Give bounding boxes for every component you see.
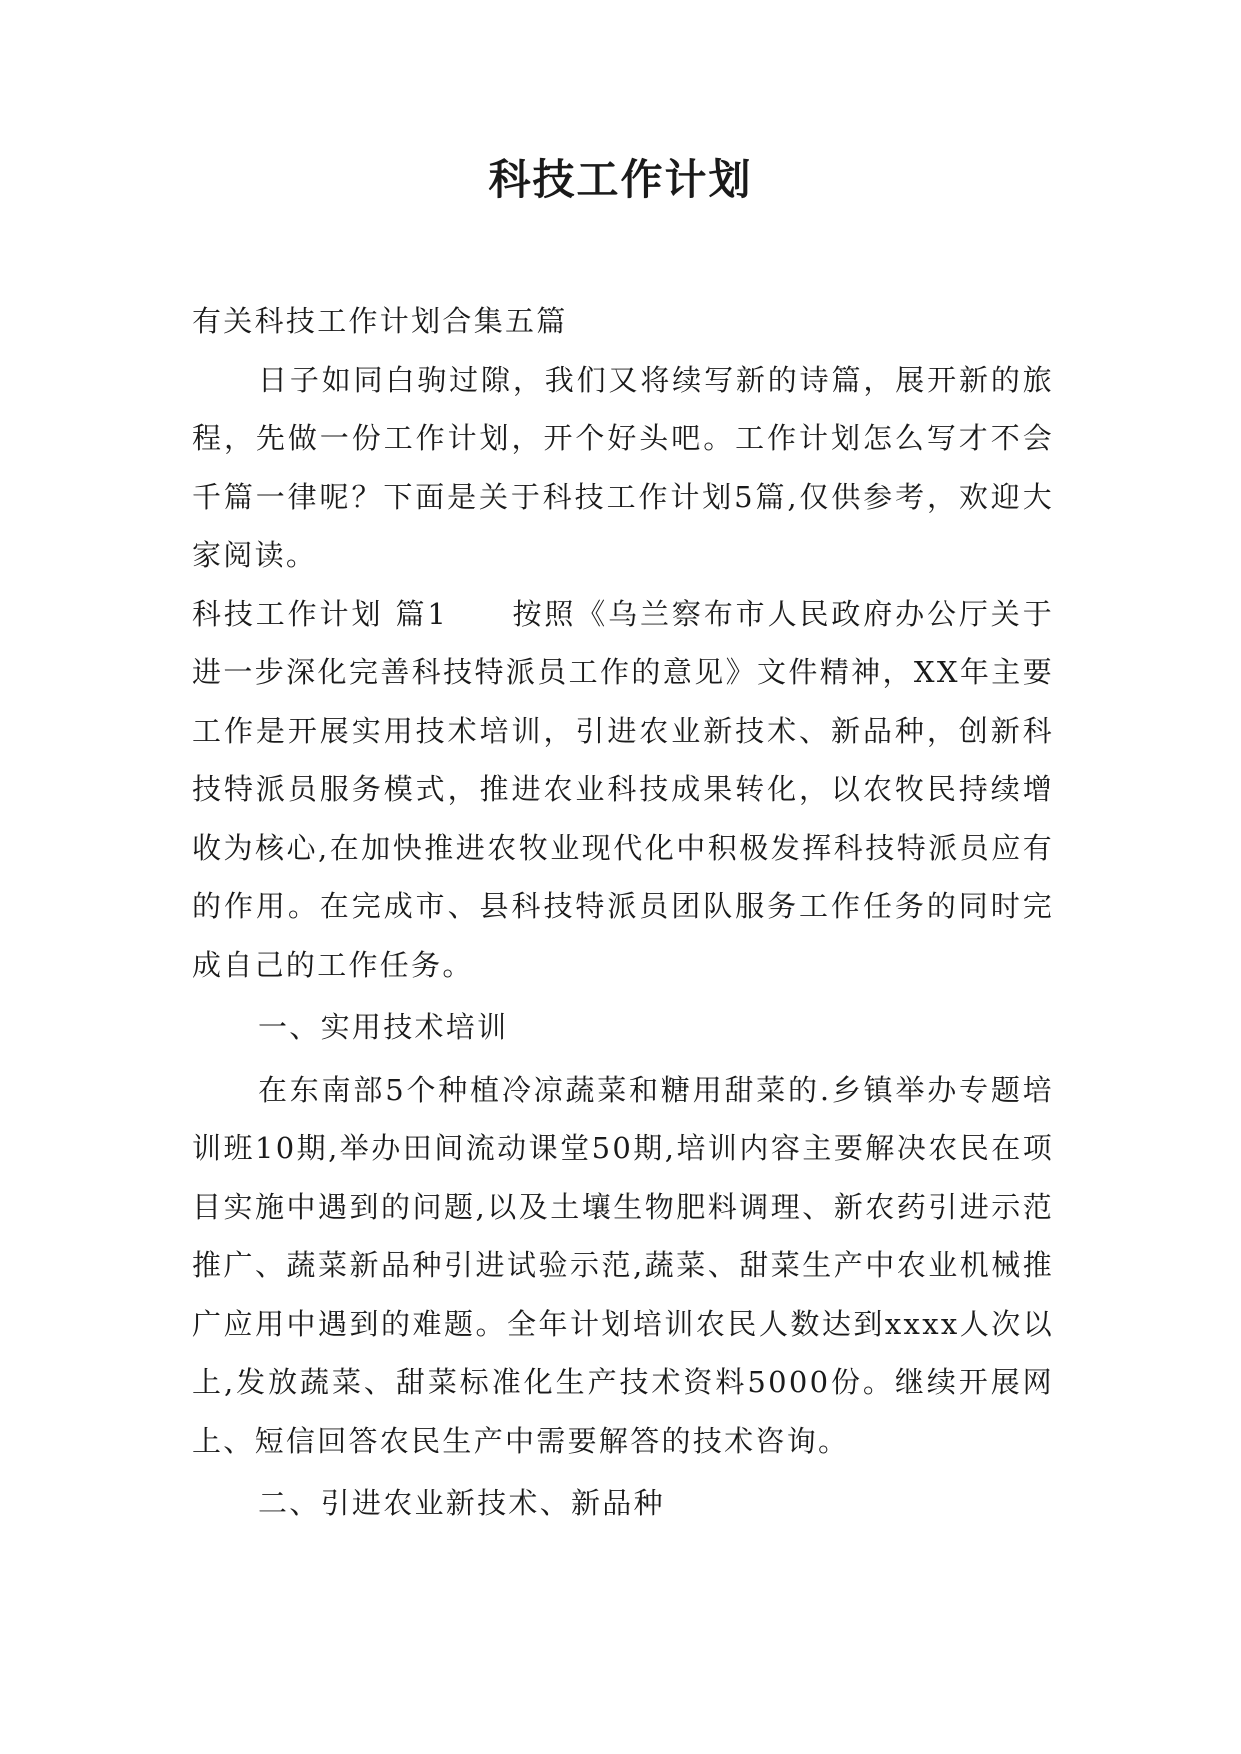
heading-new-technology: 二、引进农业新技术、新品种 xyxy=(258,1486,665,1520)
document-title: 科技工作计划 xyxy=(488,155,753,204)
intro-paragraph: 日子如同白驹过隙，我们又将续写新的诗篇，展开新的旅程，先做一份工作计划，开个好头吧。工作计划怎么写才不会千篇一律呢？下面是关于科技工作计划5篇,仅供参考，欢迎大家阅读。 xyxy=(192,362,1054,572)
document-subtitle: 有关科技工作计划合集五篇 xyxy=(192,304,568,338)
section1-paragraph: 科技工作计划 篇1 按照《乌兰察布市人民政府办公厅关于进一步深化完善科技特派员工作的意见》文件精神，XX年主要工作是开展实用技术培训，引进农业新技术、新品种，创新科技特派员服务模式，推进农业科技成果转化，以农牧民持续增收为核心,在加快推进农牧业现代化中积极发挥科技特派员应有的作用。在完成市、县科技特派员团队服务工作任务的同时完成自己的工作任务。 xyxy=(192,596,1054,982)
document-body xyxy=(192,292,1054,1533)
training-paragraph: 在东南部5个种植冷凉蔬菜和糖用甜菜的.乡镇举办专题培训班10期,举办田间流动课堂50期,培训内容主要解决农民在项目实施中遇到的问题,以及土壤生物肥料调理、新农药引进示范推广、蔬菜新品种引进试验示范,蔬菜、甜菜生产中农业机械推广应用中遇到的难题。全年计划培训农民人数达到xxxx人次以上,发放蔬菜、甜菜标准化生产技术资料5000份。继续开展网上、短信回答农民生产中需要解答的技术咨询。 xyxy=(192,1072,1054,1458)
heading-practical-training: 一、实用技术培训 xyxy=(258,1010,509,1044)
